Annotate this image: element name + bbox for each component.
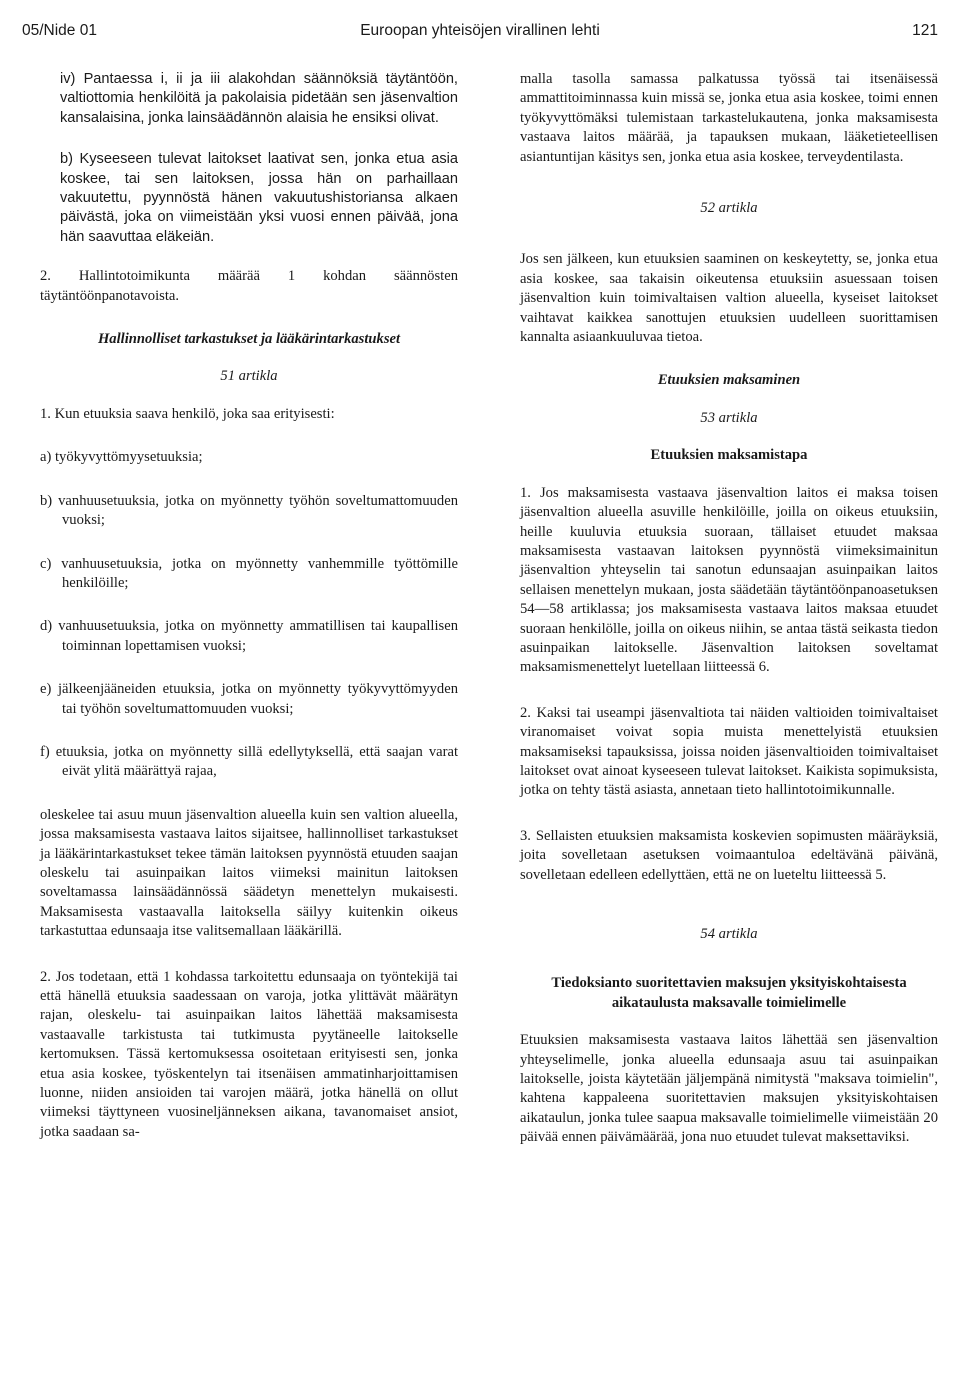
list-item: f) etuuksia, jotka on myönnetty sillä edellytyksellä, että saajan varat eivät ylitä määrättyä rajaa,	[40, 743, 458, 780]
article-53-heading: 53 artikla	[700, 409, 758, 426]
journal-issue: 05/Nide 01	[22, 22, 97, 39]
section-title-payment: Etuuksien maksaminen	[657, 372, 801, 389]
list-item: d) vanhuusetuuksia, jotka on myönnetty ammatillisen tai kaupallisen toiminnan lopettamisen vuoksi;	[40, 618, 458, 654]
list-item: c) vanhuusetuuksia, jotka on myönnetty vanhemmille työttömille henkilöille;	[40, 555, 458, 591]
paragraph-continued: malla tasolla samassa palkatussa työssä tai itsenäisessä ammattitoiminnassa kuin missä se, jonka etua asia koskee, toimi ennen työkyvyttömäksi tulemistaan tarkastelukautena, jonka maksamisesta vastaava laitos määrää, ja tapauksen mukaan, lääketieteellisen asiantuntijan käsitys sen, jonka etua asia koskee, terveydentilasta.	[520, 71, 938, 165]
article-51-heading: 51 artikla	[220, 368, 278, 385]
journal-title: Euroopan yhteisöjen virallinen lehti	[360, 22, 600, 39]
article-53-paragraph-3: 3. Sellaisten etuuksien maksamista koskevien sopimusten määräyksiä, joita sovelletaan asetuksen voimaantuloa edeltävänä päivänä, sovelletaan edelleen edellyttäen, että ne on lueteltu liitteessä 5.	[520, 827, 938, 883]
list-item: b) vanhuusetuuksia, jotka on myönnetty työhön soveltumattomuuden vuoksi;	[40, 492, 458, 529]
left-column	[40, 70, 458, 1142]
page-number: 121	[912, 22, 938, 39]
article-54-text: Etuuksien maksamisesta vastaava laitos lähettää sen jäsenvaltion yhteyselimelle, jonka alueella edunsaaja asuu tai asuinpaikan laitokselle, joista käytetään jäljempänä nimitystä "maksava toimielin", kahtena kappaleena suoritettavien maksujen yksityiskohtaisen aikataulun, jonka tulee saapua maksavalle toimielimelle viimeistään 20 päivää ennen päivämäärää, jona nuo etuudet tulevat maksettaviksi.	[520, 1032, 938, 1146]
benefit-list	[40, 448, 458, 781]
article-53-paragraph-1: 1. Jos maksamisesta vastaava jäsenvaltion laitos ei maksa toisen jäsenvaltion alueella asuville henkilöille, joilla on oikeus etuuksiin, heille kuuluvia etuuksia suoraan, tällaiset etuudet maksaa maksamisesta vastaavan laitoksen pyynnöstä viimeksimainitun jäsenvaltion yhteyselin tai sanotun edunsaajan asuinpaikan laitos sellaisen menettelyn mukaan, josta säädetään täytäntöönpanoasetuksen 54—58 artiklassa; jos maksamisesta vastaava laitos maksaa etuudet suoraan henkilölle, joilla on oikeus niihin, se antaa tästä seikasta tiedon asuinpaikan laitokselle. Jäsenvaltion laitoksen soveltamat maksamismenettelyt luetellaan liitteessä 6.	[520, 484, 938, 676]
article-51-continuation: oleskelee tai asuu muun jäsenvaltion alueella kuin sen valtion alueella, jossa maksamisesta vastaava laitos sijaitsee, hallinnolliset tarkastukset ja lääkärintarkastukset tekee tämän laitoksen pyynnöstä etuuden saajan oleskelu tai asuinpaikan laitos viimeksi mainitun laitoksen soveltamassa lainsäädännössä säädetyn menettelyn mukaisesti. Maksamisesta vastaavalla laitoksella säilyy kuitenkin oikeus tarkastuttaa edunsaaja itse valitsemallaan lääkärillä.	[40, 806, 458, 940]
right-column	[520, 70, 938, 1148]
article-54-title: Tiedoksianto suoritettavien maksujen yksityiskohtaisesta aikataulusta maksavalle toimielimelle	[551, 975, 907, 1011]
article-53-title: Etuuksien maksamistapa	[650, 447, 808, 464]
article-52-text: Jos sen jälkeen, kun etuuksien saaminen on keskeytetty, se, jonka etua asia koskee, saa takaisin oikeutensa etuuksiin asuessaan toisen jäsenvaltion kuin toimivaltaisen valtion alueella, kyseiset laitokset vaihtavat kaikkea sanottujen etuuksien uudelleen suorittamisen kannalta asiaankuuluvaa tietoa.	[520, 251, 938, 346]
article-51-paragraph-2: 2. Jos todetaan, että 1 kohdassa tarkoitettu edunsaaja on työntekijä tai että hänellä etuuksia saadessaan on varoja, jotka ylittävät määrätyn rajan, oleskelu- tai asuinpaikan laitos lähettää maksamisesta vastaavalle tarkistusta tai tutkimusta pyytäneelle laitokselle kertomuksen. Tässä kertomuksessa osoitetaan erityisesti sen, jonka etua asia koskee, työskentelyn tai itsenäisen ammatinharjoittamisen luonne, niiden ansioiden tai varojen määrä, jotka hänellä on ollut viimeksi täyttyneen vuosineljänneksen aikana, tavanomaiset ansiot, jotka saadaan sa-	[40, 968, 458, 1140]
article-51-paragraph-1: 1. Kun etuuksia saava henkilö, joka saa erityisesti:	[40, 405, 335, 422]
article-54-heading: 54 artikla	[700, 926, 758, 942]
list-item: e) jälkeenjääneiden etuuksia, jotka on myönnetty työkyvyttömyyden tai työhön soveltumattomuuden vuoksi;	[40, 681, 458, 717]
article-52-heading: 52 artikla	[700, 200, 758, 217]
paragraph-iv: iv) Pantaessa i, ii ja iii alakohdan säännöksiä täytäntöön, valtiottomia henkilöitä ja pakolaisia pidetään sen jäsenvaltion kansalaisina, jonka lainsäädännön alaisia he ensiksi olivat.	[60, 71, 458, 126]
paragraph-2: 2. Hallintotoimikunta määrää 1 kohdan säännösten täytäntöönpanotavoista.	[40, 268, 458, 304]
list-item: a) työkyvyttömyysetuuksia;	[40, 449, 203, 466]
page-header	[22, 22, 938, 48]
paragraph-b: b) Kyseeseen tulevat laitokset laativat sen, jonka etua asia koskee, tai sen laitoksen, jossa hän on parhaillaan vakuutettu, pyynnöstä hänen vakuutushistoriansa alkaen päivästä, joka on viimeistään yksi vuosi ennen päivää, jona hän saavuttaa eläkeiän.	[60, 151, 458, 245]
section-title-inspections: Hallinnolliset tarkastukset ja lääkärintarkastukset	[97, 331, 401, 348]
article-53-paragraph-2: 2. Kaksi tai useampi jäsenvaltiota tai näiden valtioiden toimivaltaiset viranomaiset voivat sopia muista menettelyistä etuuksien maksamiseksi tapauksissa, joissa noiden jäsenvaltioiden toimivaltaiset laitokset ovat ainoat kyseeseen tulevat laitokset. Kaikista sopimuksista, jotka on tehty tästä asiasta, annetaan tieto hallintotoimikunnalle.	[520, 704, 938, 799]
